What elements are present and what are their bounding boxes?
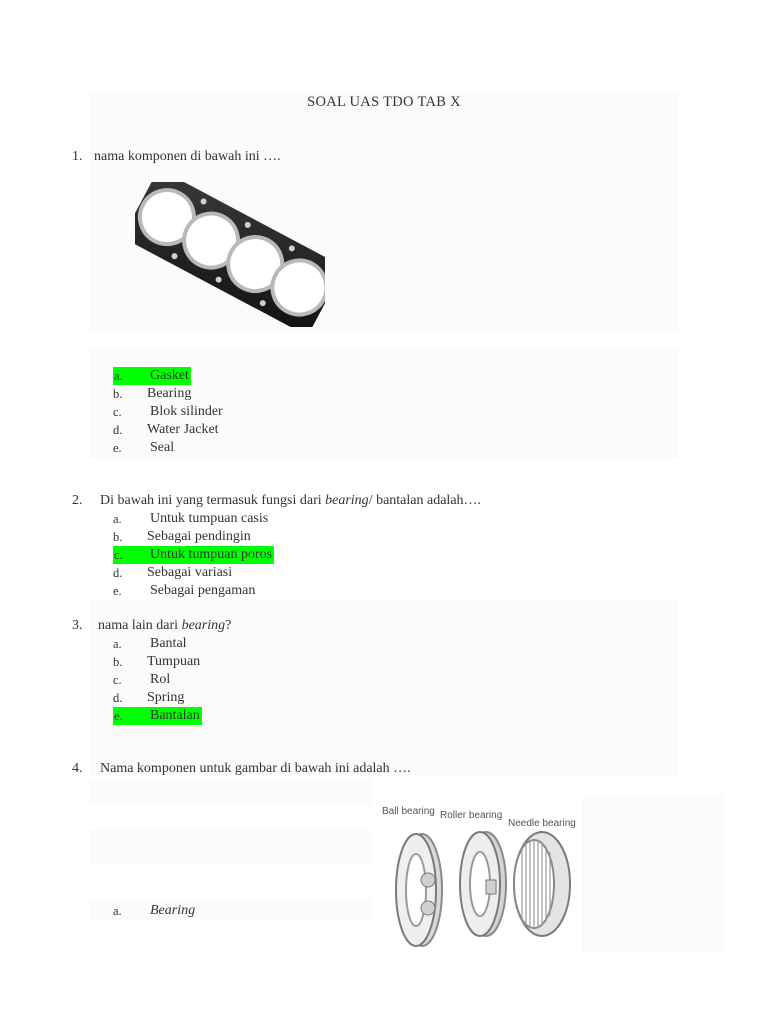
bearing-types-image: [376, 800, 576, 952]
background-panel: [90, 830, 372, 865]
question-number: 1.: [72, 149, 83, 164]
needle-bearing-label: Needle bearing: [508, 818, 576, 829]
question-text: nama komponen di bawah ini ….: [94, 149, 281, 164]
background-panel: [90, 900, 372, 920]
question-text: Di bawah ini yang termasuk fungsi dari bearing/ bantalan adalah….: [100, 493, 482, 508]
page-title: SOAL UAS TDO TAB X: [307, 94, 461, 110]
question-number: 3.: [72, 618, 83, 633]
roller-bearing-label: Roller bearing: [440, 810, 503, 821]
question-text: nama lain dari bearing?: [98, 618, 232, 633]
background-panel: [90, 780, 372, 805]
question-number: 2.: [72, 493, 83, 508]
gasket-image: [135, 182, 325, 327]
ball-bearing-label: Ball bearing: [382, 806, 435, 817]
question-number: 4.: [72, 761, 83, 776]
question-text: Nama komponen untuk gambar di bawah ini adalah ….: [100, 761, 411, 776]
background-panel: [582, 795, 724, 953]
